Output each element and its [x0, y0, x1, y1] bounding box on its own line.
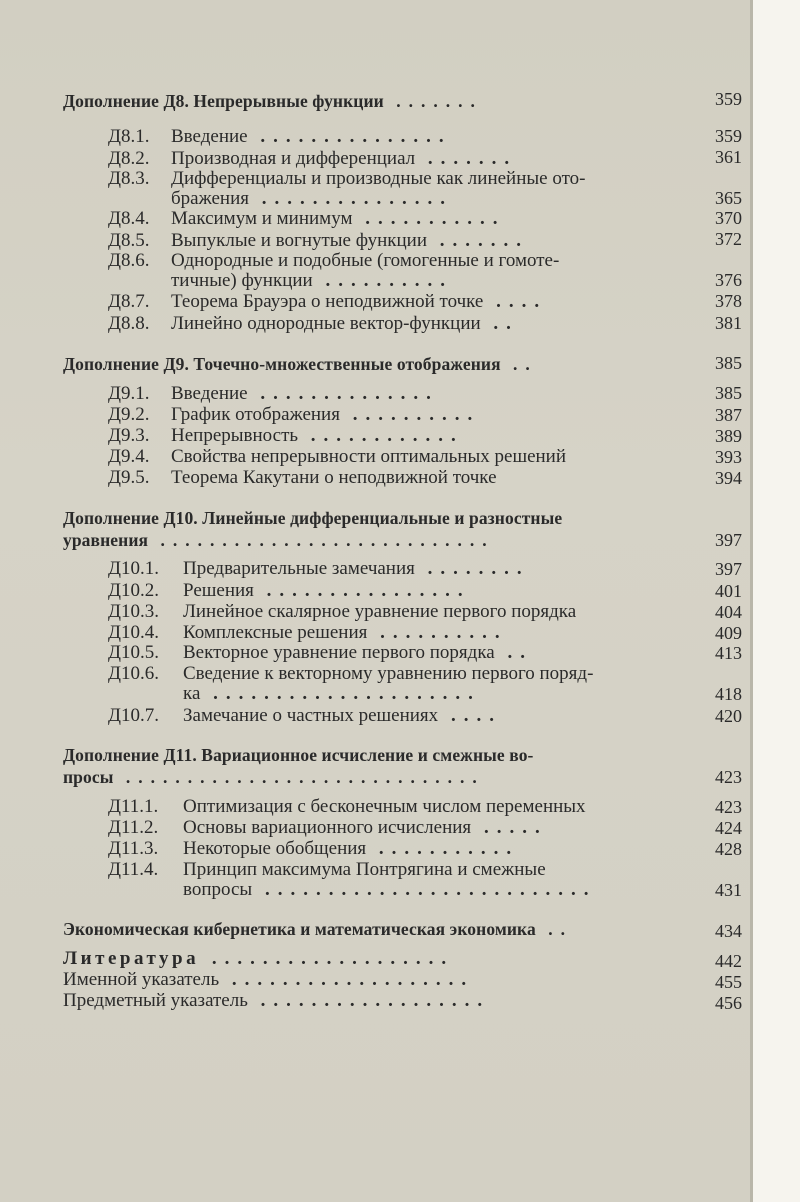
toc-entry: Д11.4.: [108, 859, 159, 880]
toc-entry-text: Выпуклые и вогнутые функции .......: [171, 230, 529, 251]
page-number: 387: [715, 405, 742, 425]
toc-entry-text: Решения ................: [183, 580, 471, 601]
toc-entry-text: Векторное уравнение первого порядка ..: [183, 642, 533, 663]
section-heading-d10: Дополнение Д10. Линейные дифференциальные и разностные: [63, 508, 563, 528]
toc-entry-text: Линейно однородные вектор-функции ..: [171, 313, 519, 334]
toc-entry: Д8.2.: [108, 148, 150, 169]
toc-entry: Д8.3.: [108, 168, 150, 189]
toc-entry: Д10.6.: [108, 663, 159, 684]
toc-entry-text-cont: бражения ...............: [171, 188, 453, 209]
toc-entry-text: Основы вариационного исчисления .....: [183, 817, 548, 838]
toc-entry-text: Сведение к векторному уравнению первого поряд-: [183, 663, 594, 684]
toc-entry: Д8.6.: [108, 250, 150, 271]
page-number: 397: [715, 530, 742, 550]
toc-entry-text: Введение ...............: [171, 126, 452, 147]
toc-entry-text: Максимум и минимум ...........: [171, 208, 506, 229]
page-number: 434: [715, 921, 742, 941]
page-number: 359: [715, 89, 742, 109]
economics-heading: Экономическая кибернетика и математическая экономика ..: [63, 919, 573, 939]
toc-entry-text-cont: ка .....................: [183, 683, 481, 704]
page-number: 389: [715, 426, 742, 446]
toc-entry-text: Замечание о частных решениях ....: [183, 705, 502, 726]
page-number: 409: [715, 623, 742, 643]
toc-entry: Д9.3.: [108, 425, 150, 446]
page-edge: [750, 0, 753, 1202]
toc-entry-text: Непрерывность ............: [171, 425, 464, 446]
toc-entry: Д11.2.: [108, 817, 159, 838]
page-number: 378: [715, 291, 742, 311]
toc-entry-text: Предварительные замечания ........: [183, 558, 530, 579]
page-number: 423: [715, 767, 742, 787]
toc-entry: Д8.5.: [108, 230, 150, 251]
page-number: 365: [715, 188, 742, 208]
page-number: 420: [715, 706, 742, 726]
toc-entry-text: Теорема Брауэра о неподвижной точке ....: [171, 291, 548, 312]
toc-entry-text: Принцип максимума Понтрягина и смежные: [183, 859, 546, 880]
toc-entry-text-cont: тичные) функции ..........: [171, 270, 453, 291]
page-number: 361: [715, 147, 742, 167]
page-number: 393: [715, 447, 742, 467]
toc-entry: Д10.2.: [108, 580, 159, 601]
toc-entry: Д8.4.: [108, 208, 150, 229]
toc-entry-text: Дифференциалы и производные как линейные ото-: [171, 168, 586, 189]
toc-entry-text: Линейное скалярное уравнение первого порядка: [183, 601, 577, 622]
name-index-entry: Именной указатель ...................: [63, 969, 475, 990]
toc-entry-text: Свойства непрерывности оптимальных решений: [171, 446, 567, 467]
page-number: 359: [715, 126, 742, 146]
page-number: 370: [715, 208, 742, 228]
toc-entry: Д11.3.: [108, 838, 159, 859]
page-number: 381: [715, 313, 742, 333]
page-number: 385: [715, 353, 742, 373]
page-number: 397: [715, 559, 742, 579]
toc-entry: Д9.2.: [108, 404, 150, 425]
page-number: 456: [715, 993, 742, 1013]
toc-entry: Д10.1.: [108, 558, 159, 579]
page-number: 394: [715, 468, 742, 488]
section-heading-d10-cont: уравнения ...........................: [63, 530, 495, 550]
section-heading-d8: Дополнение Д8. Непрерывные функции .......: [63, 91, 483, 111]
page-number: 455: [715, 972, 742, 992]
page-number: 401: [715, 581, 742, 601]
page-number: 385: [715, 383, 742, 403]
toc-entry: Д11.1.: [108, 796, 159, 817]
literature-heading: Литература ...................: [63, 948, 455, 969]
toc-entry: Д10.5.: [108, 642, 159, 663]
page-number: 372: [715, 229, 742, 249]
page-number: 428: [715, 839, 742, 859]
toc-entry-text-cont: вопросы ..........................: [183, 879, 597, 900]
section-heading-d11: Дополнение Д11. Вариационное исчисление и смежные во-: [63, 745, 534, 765]
toc-entry: Д9.1.: [108, 383, 150, 404]
toc-entry-text: Однородные и подобные (гомогенные и гомоте-: [171, 250, 560, 271]
toc-entry: Д8.1.: [108, 126, 150, 147]
toc-entry: Д9.4.: [108, 446, 150, 467]
page-number: 424: [715, 818, 742, 838]
page-number: 413: [715, 643, 742, 663]
page-number: 404: [715, 602, 742, 622]
toc-entry-text: График отображения ..........: [171, 404, 481, 425]
toc-entry-text: Комплексные решения ..........: [183, 622, 508, 643]
toc-entry: Д8.8.: [108, 313, 150, 334]
page-number: 418: [715, 684, 742, 704]
section-heading-d9: Дополнение Д9. Точечно-множественные отображения ..: [63, 354, 538, 374]
toc-entry: Д8.7.: [108, 291, 150, 312]
toc-entry: Д10.4.: [108, 622, 159, 643]
toc-entry: Д9.5.: [108, 467, 150, 488]
subject-index-entry: Предметный указатель ..................: [63, 990, 491, 1011]
section-heading-d11-cont: просы .............................: [63, 767, 485, 787]
page-number: 423: [715, 797, 742, 817]
toc-entry-text: Введение ..............: [171, 383, 439, 404]
page-number: 431: [715, 880, 742, 900]
toc-entry-text: Теорема Какутани о неподвижной точке: [171, 467, 497, 488]
page-number: 442: [715, 951, 742, 971]
page-number: 376: [715, 270, 742, 290]
toc-entry-text: Некоторые обобщения ...........: [183, 838, 520, 859]
toc-entry-text: Производная и дифференциал .......: [171, 148, 518, 169]
toc-entry: Д10.7.: [108, 705, 159, 726]
toc-entry: Д10.3.: [108, 601, 159, 622]
toc-entry-text: Оптимизация с бесконечным числом переменных: [183, 796, 586, 817]
